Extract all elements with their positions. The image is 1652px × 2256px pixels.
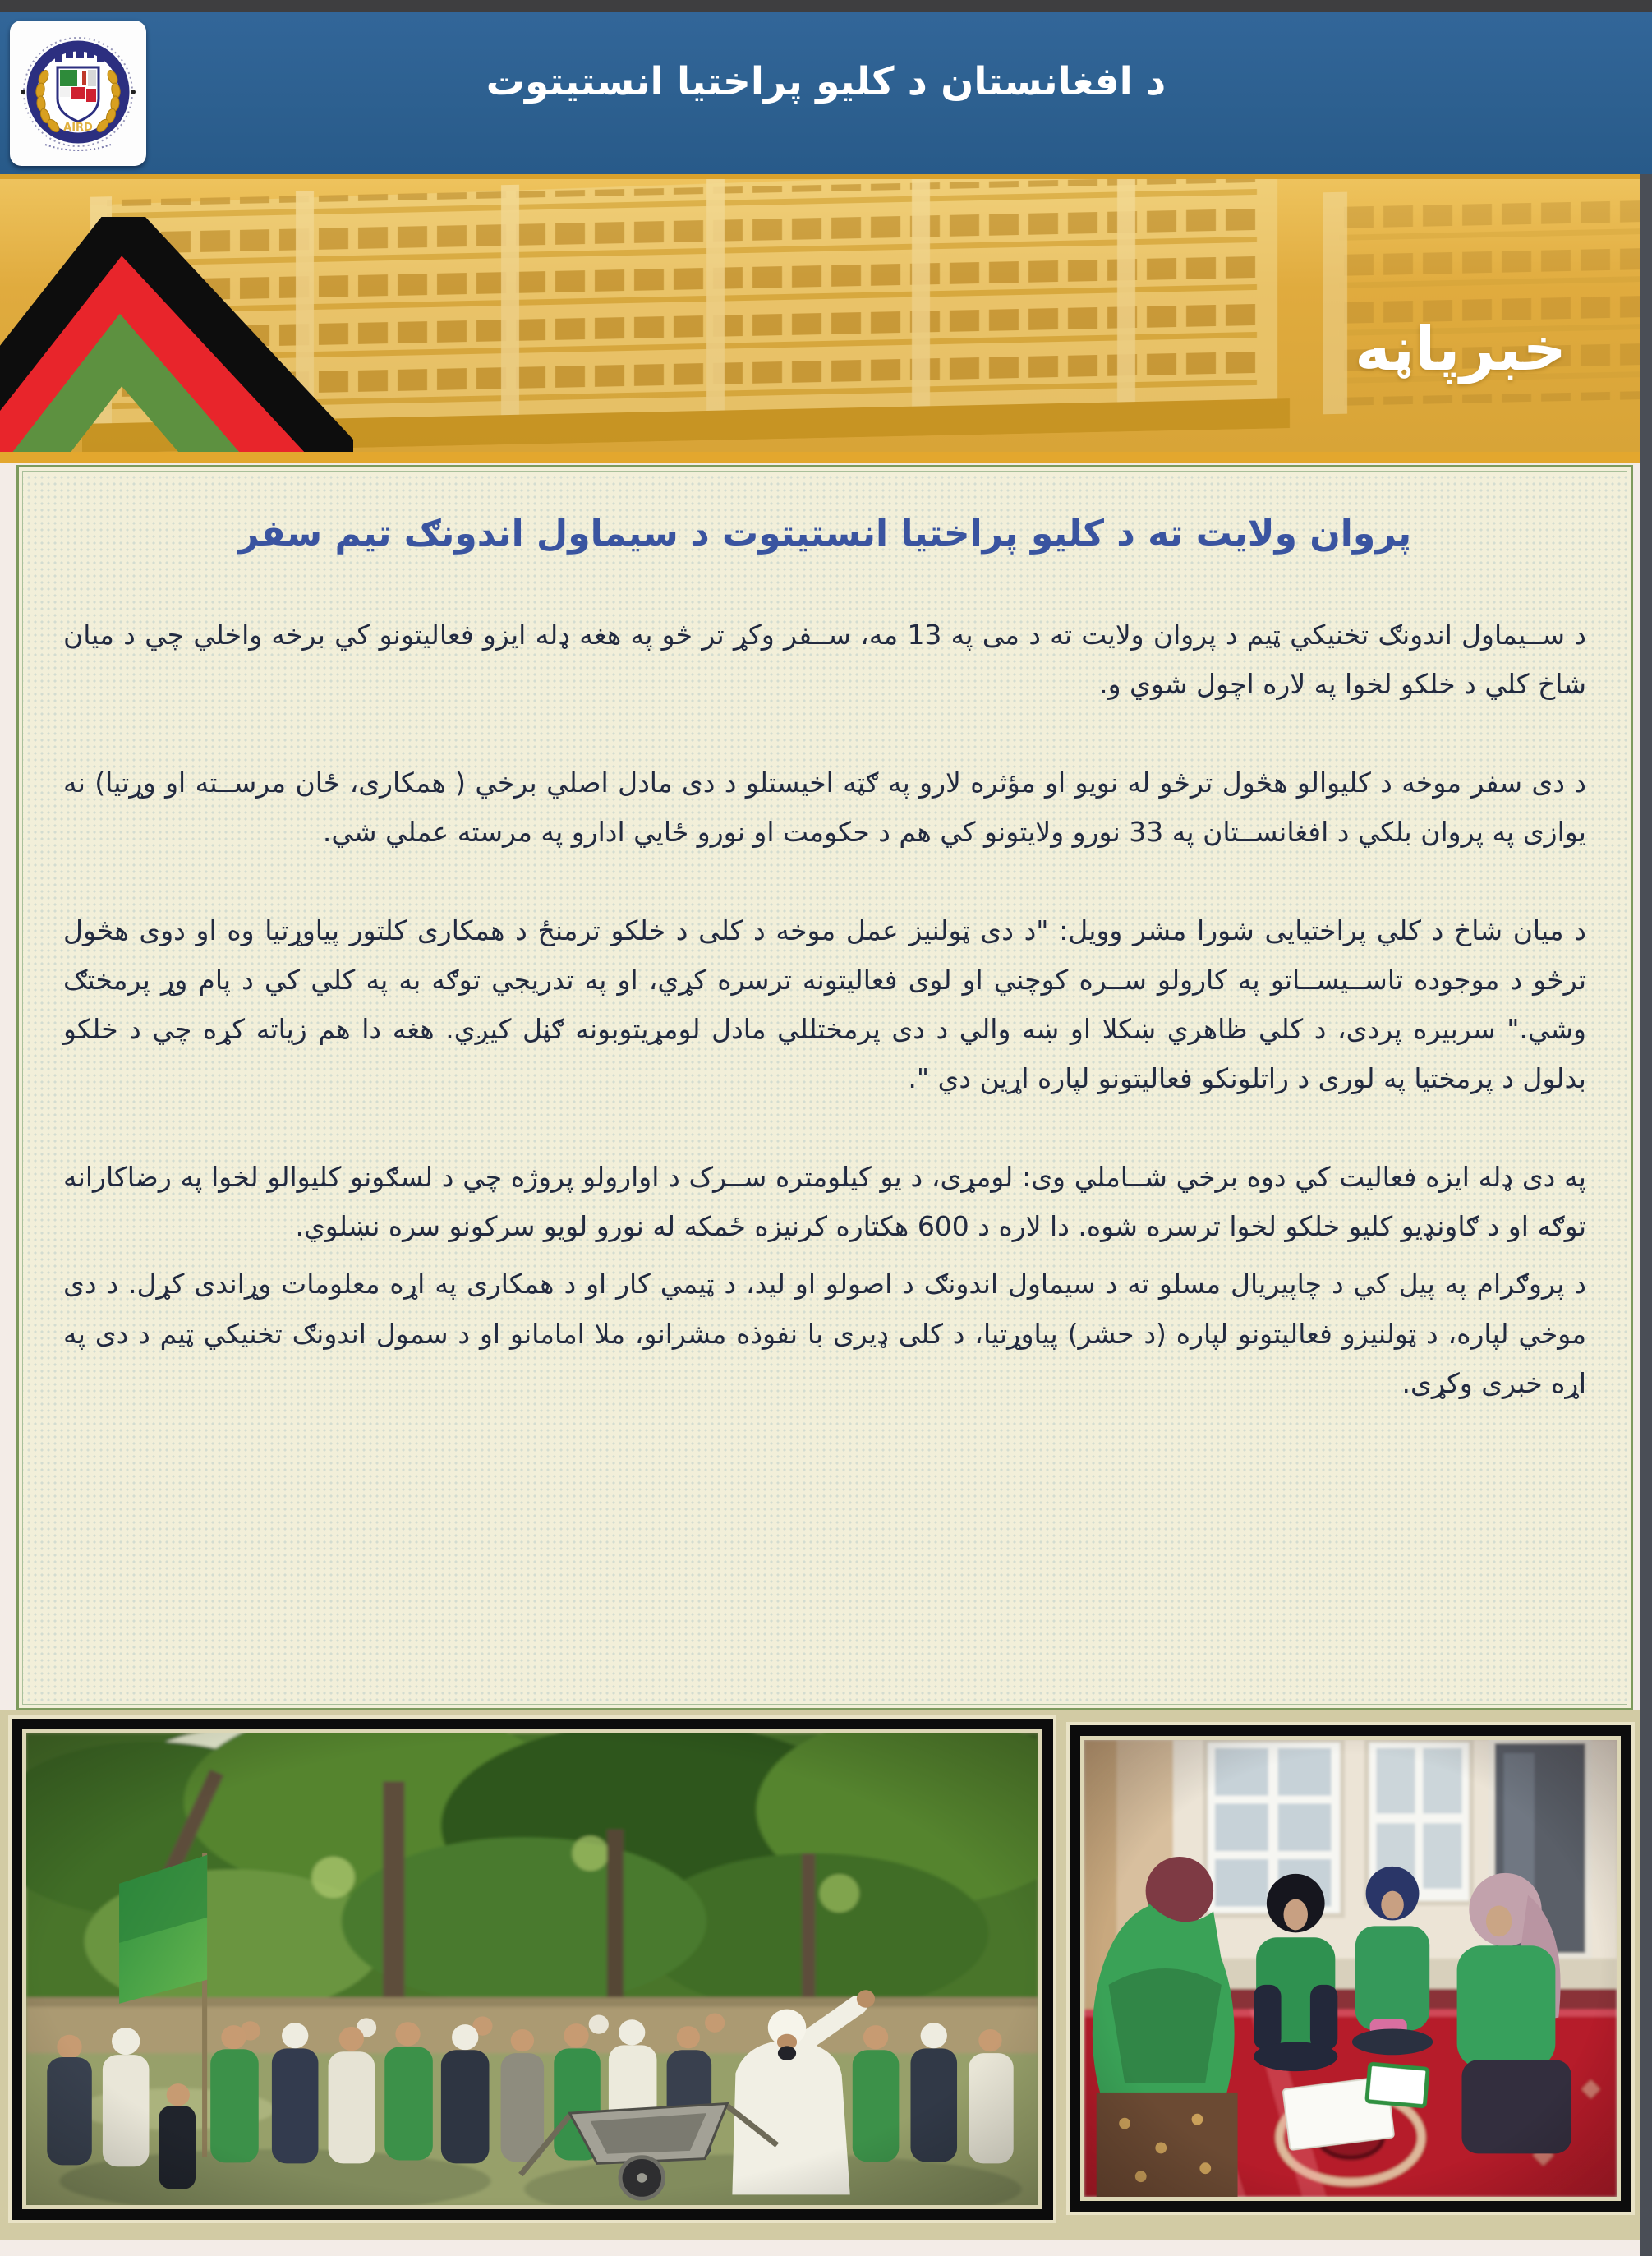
article-paragraph-5: د پروګرام په پیل کي د چاپیریال مسلو ته د سیماول اندونګ د اصولو او لید، د ټیمي کار او د همکاری په اړه معلومات وړاندی کړل. د دی موخي لپاره، د ټولنیزو فعالیتونو لپاره (د حشر) پیاوړتیا، د کلی ډیری با نفوذه مشرانو، ملا امامانو او د سمول اندونګ تخنیکي ټیم د دی په اړه خبری وکړی. <box>63 1268 1586 1399</box>
article-paragraph-4: په دی ډله ایزه فعالیت کي دوه برخي شــاملي وی: لومړی، د یو کیلومتره ســرک د اوارولو پروژه چي د لسګونو کلیوالو لخوا په رضاکارانه توګه او د ګاونډیو کلیو خلکو لخوا ترسره شوه. دا لاره د 600 هکتاره کرنیزه ځمکه له نورو لویو سرکونو سره نښلوي. <box>63 1161 1586 1243</box>
page-edge-shadow <box>1640 174 1652 2256</box>
women-training-illustration <box>1084 1740 1617 2197</box>
article-box <box>16 465 1633 1710</box>
header-title: د افغانستان د کلیو پراختیا انستیتوت <box>485 59 1167 104</box>
banner-label: خبرپاڼه <box>1355 314 1567 384</box>
photo-women-training <box>1066 1722 1635 2215</box>
article-paragraph-2: د دی سفر موخه د کلیوالو هڅول ترڅو له نویو او مؤثره لارو په ګټه اخیستلو د دی مادل اصلي برخي ( همکاری، ځان مرســته او وړتیا) نه یوازی په پروان بلکي د افغانســتان په 33 نورو ولایتونو کي هم د حکومت او نورو ځایي ادارو په مرسته عملي شي. <box>63 767 1586 849</box>
photo-village-gathering <box>8 1715 1056 2223</box>
header <box>0 12 1652 174</box>
logo-acronym: AIRD <box>63 121 93 134</box>
article-paragraph-1: د ســیماول اندونګ تخنیکي ټیم د پروان ولایت ته د می په 13 مه، ســفر وکړ تر څو په هغه ډله ایزو فعالیتونو کي برخه واخلي چي د میان شاخ کلي د خلکو لخوا په لاره اچول شوي و. <box>63 619 1586 701</box>
village-gathering-illustration <box>26 1733 1038 2205</box>
banner <box>0 174 1652 463</box>
article-paragraph-3: د میان شاخ د کلي پراختیایی شورا مشر وویل: "د دی ټولنیز عمل موخه د کلی د خلکو ترمنځ د همکاری کلتور پیاوړتیا وه او دوی هڅول ترڅو د موجوده تاســیســاتو په کارولو ســره کوچني او لوی فعالیتونه ترسره کړي، او په تدریجي توګه به په کلي کي د پام وړ پرمختګ وشي." سربیره پردی، د کلي ظاهري ښکلا او ښه والي د دی پرمختللي مادل لومړیتوبونه ګڼل کیږي. هغه دا هم زیاته کړه چي د خلکو بدلول د پرمختیا په لوری د راتلونکو فعالیتونو لپاره اړین دي ". <box>63 914 1586 1095</box>
afghan-flag-chevrons-icon <box>0 217 353 455</box>
photos-panel <box>0 1710 1652 2240</box>
article-title: پروان ولایت ته د کلیو پراختیا انستیتوت د سیماول اندونګ تیم سفر <box>237 513 1412 555</box>
top-bar <box>0 0 1652 12</box>
